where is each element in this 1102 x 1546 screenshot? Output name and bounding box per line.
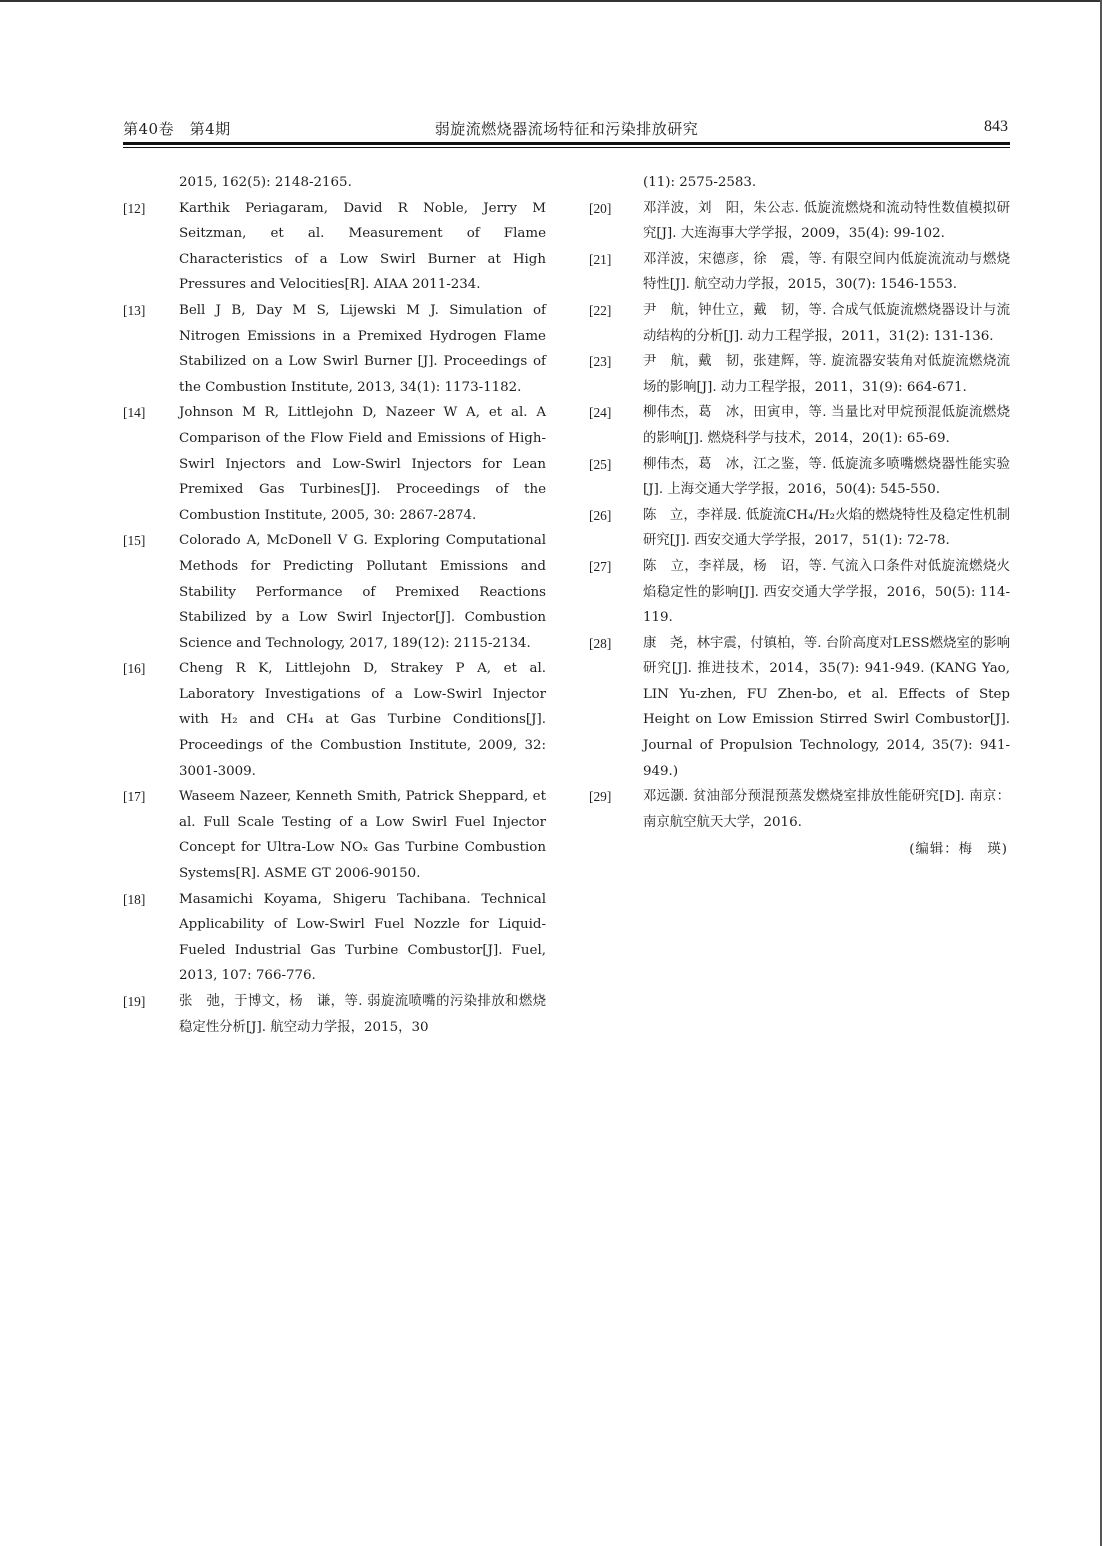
reference-item: [123, 887, 546, 989]
right-column: [589, 170, 1010, 863]
reference-item: [589, 784, 1010, 835]
reference-text: 邓洋波，宋德彦，徐 震，等. 有限空间内低旋流流动与燃烧特性[J]. 航空动力学报，2015，30(7): 1546-1553.: [643, 251, 1010, 293]
reference-item: [589, 298, 1010, 349]
reference-number: [17]: [123, 789, 146, 805]
page-number: 843: [984, 118, 1008, 135]
reference-text: 邓远灏. 贫油部分预混预蒸发燃烧室排放性能研究[D]. 南京：南京航空航天大学，2016.: [643, 789, 1010, 830]
reference-number: [26]: [589, 507, 612, 523]
reference-text: 柳伟杰，葛 冰，田寅申，等. 当量比对甲烷预混低旋流燃烧的影响[J]. 燃烧科学与技术，2014，20(1): 65-69.: [643, 405, 1010, 446]
reference-item: [123, 784, 546, 886]
reference-text: 康 尧，林宇震，付镇柏，等. 台阶高度对LESS燃烧室的影响研究[J]. 推进技术，2014，35(7): 941-949. (KANG Yao, LIN Yu-zhen, FU Zhen-bo, et al. Effects of Step Height on Low Emission Stirred Swirl Combustor[J]. Journal of Propulsion Technology, 2014, 35(7): 941-949.): [643, 635, 1010, 779]
reference-number: [21]: [589, 251, 612, 267]
reference-item: [589, 554, 1010, 631]
reference-item: [589, 503, 1010, 554]
reference-number: [25]: [589, 456, 612, 472]
reference-text: 柳伟杰，葛 冰，江之鉴，等. 低旋流多喷嘴燃烧器性能实验[J]. 上海交通大学学报，2016，50(4): 545-550.: [643, 456, 1010, 498]
reference-number: [14]: [123, 405, 146, 421]
reference-continuation: 2015, 162(5): 2148-2165.: [179, 175, 352, 190]
reference-item: [123, 989, 546, 1040]
reference-number: [20]: [589, 200, 612, 216]
editor-credit: (编辑：梅 瑛): [909, 842, 1008, 858]
reference-number: [13]: [123, 302, 146, 318]
header-rule-thin: [123, 147, 1010, 148]
volume-issue: 第40卷 第4期: [123, 120, 231, 138]
reference-item: [589, 452, 1010, 503]
reference-number: [27]: [589, 558, 612, 574]
reference-text: Colorado A, McDonell V G. Exploring Computational Methods for Predicting Pollutant Emissions and Stability Performance of Premixed Reactions Stabilized by a Low Swirl Injector[J]. Combustion Science and Technology, 2017, 189(12): 2115-2134.: [179, 533, 546, 651]
reference-text: Johnson M R, Littlejohn D, Nazeer W A, et al. A Comparison of the Flow Field and Emissions of High-Swirl Injectors and Low-Swirl Injectors for Lean Premixed Gas Turbines[J]. Proceedings of the Combustion Institute, 2005, 30: 2867-2874.: [179, 405, 546, 523]
reference-item: [123, 298, 546, 400]
reference-text: Karthik Periagaram, David R Noble, Jerry M Seitzman, et al. Measurement of Flame Characteristics of a Low Swirl Burner at High Pressures and Velocities[R]. AIAA 2011-234.: [179, 200, 546, 293]
running-title: 弱旋流燃烧器流场特征和污染排放研究: [434, 120, 699, 138]
page-top-edge: [0, 0, 1102, 2]
reference-item: [589, 196, 1010, 247]
reference-number: [12]: [123, 200, 146, 216]
reference-number: [28]: [589, 635, 612, 651]
reference-number: [18]: [123, 891, 146, 907]
reference-text: 陈 立，李祥晟，杨 诏，等. 气流入口条件对低旋流燃烧火焰稳定性的影响[J]. 西安交通大学学报，2016，50(5): 114-119.: [643, 558, 1010, 626]
reference-continuation: (11): 2575-2583.: [643, 175, 757, 190]
reference-text: Masamichi Koyama, Shigeru Tachibana. Technical Applicability of Low-Swirl Fuel Nozzle for Liquid-Fueled Industrial Gas Turbine Combustor[J]. Fuel, 2013, 107: 766-776.: [179, 891, 546, 984]
reference-text: Bell J B, Day M S, Lijewski M J. Simulation of Nitrogen Emissions in a Premixed Hydrogen Flame Stabilized on a Low Swirl Burner [J]. Proceedings of the Combustion Institute, 2013, 34(1): 1173-1182.: [179, 302, 546, 395]
reference-item: [123, 528, 546, 656]
header-rule-thick: [123, 142, 1010, 145]
reference-number: [29]: [589, 789, 612, 805]
reference-text: Cheng R K, Littlejohn D, Strakey P A, et al. Laboratory Investigations of a Low-Swirl Injector with H₂ and CH₄ at Gas Turbine Conditions[J]. Proceedings of the Combustion Institute, 2009, 32: 3001-3009.: [179, 661, 546, 779]
reference-number: [23]: [589, 354, 612, 370]
reference-text: 邓洋波，刘 阳，朱公志. 低旋流燃烧和流动特性数值模拟研究[J]. 大连海事大学学报，2009，35(4): 99-102.: [643, 200, 1010, 242]
left-column: [123, 170, 546, 1040]
reference-number: [24]: [589, 405, 612, 421]
reference-item: [589, 631, 1010, 785]
reference-number: [16]: [123, 661, 146, 677]
reference-item: [589, 400, 1010, 451]
reference-text: 尹 航，钟仕立，戴 韧，等. 合成气低旋流燃烧器设计与流动结构的分析[J]. 动力工程学报，2011，31(2): 131-136.: [643, 302, 1010, 344]
reference-text: Waseem Nazeer, Kenneth Smith, Patrick Sheppard, et al. Full Scale Testing of a Low Swirl Fuel Injector Concept for Ultra-Low NOₓ Gas Turbine Combustion Systems[R]. ASME GT 2006-90150.: [179, 789, 546, 882]
reference-item: [123, 656, 546, 784]
reference-item: [123, 400, 546, 528]
reference-item: [589, 247, 1010, 298]
reference-number: [22]: [589, 302, 612, 318]
reference-text: 张 弛，于博文，杨 谦，等. 弱旋流喷嘴的污染排放和燃烧稳定性分析[J]. 航空动力学报，2015，30: [179, 994, 546, 1035]
reference-text: 尹 航，戴 韧，张建辉，等. 旋流器安装角对低旋流燃烧流场的影响[J]. 动力工程学报，2011，31(9): 664-671.: [643, 354, 1010, 395]
reference-number: [19]: [123, 994, 146, 1009]
reference-number: [15]: [123, 533, 146, 549]
reference-item: [589, 349, 1010, 400]
reference-text: 陈 立，李祥晟. 低旋流CH₄/H₂火焰的燃烧特性及稳定性机制研究[J]. 西安交通大学学报，2017，51(1): 72-78.: [643, 507, 1010, 549]
running-header: [123, 118, 1010, 140]
reference-item: [123, 196, 546, 298]
